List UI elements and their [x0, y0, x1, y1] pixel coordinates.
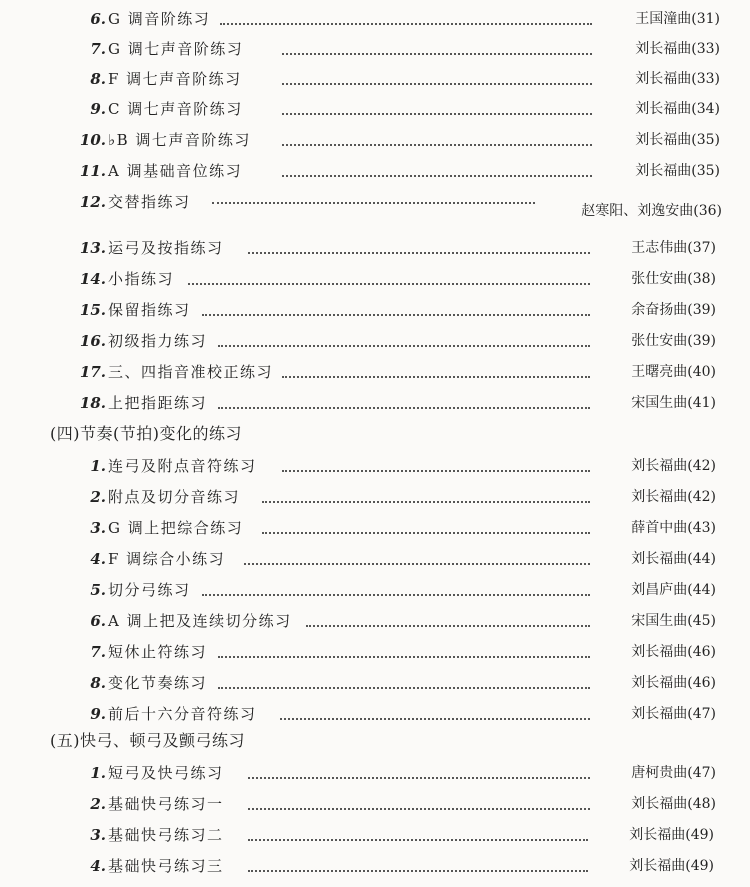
entry-composer: 刘长福曲(35) — [635, 163, 720, 179]
entry-title: C 调七声音阶练习 — [108, 100, 243, 118]
entry-number: 11. — [79, 162, 106, 180]
entry-number: 2. — [90, 488, 106, 506]
entry-number: 18. — [79, 394, 106, 412]
toc-entry — [0, 388, 750, 418]
entry-number: 16. — [79, 332, 106, 350]
dot-leader — [306, 625, 590, 627]
toc-entry — [0, 544, 750, 574]
entry-composer: 王国潼曲(31) — [635, 11, 720, 27]
entry-title: 初级指力练习 — [108, 332, 208, 350]
dot-leader — [282, 175, 592, 177]
toc-entry — [0, 64, 750, 94]
section-heading-row — [0, 419, 750, 449]
toc-entry — [0, 575, 750, 605]
entry-number: 3. — [90, 519, 106, 537]
entry-composer: 宋国生曲(45) — [631, 613, 716, 629]
toc-entry — [0, 125, 750, 155]
section-heading-row — [0, 726, 750, 756]
entry-composer: 刘长福曲(33) — [635, 41, 720, 57]
entry-title: 交替指练习 — [108, 193, 191, 211]
entry-number: 2. — [90, 795, 106, 813]
entry-title: 连弓及附点音符练习 — [108, 457, 257, 475]
entry-composer: 刘长福曲(46) — [631, 644, 716, 660]
dot-leader — [188, 283, 590, 285]
entry-composer: 宋国生曲(41) — [631, 395, 716, 411]
entry-number: 13. — [79, 239, 106, 257]
entry-composer: 王曙亮曲(40) — [631, 364, 716, 380]
entry-composer: 刘长福曲(46) — [631, 675, 716, 691]
dot-leader — [244, 563, 590, 565]
entry-composer: 刘长福曲(34) — [635, 101, 720, 117]
toc-entry — [0, 482, 750, 512]
toc-entry — [0, 233, 750, 263]
entry-composer: 刘长福曲(49) — [629, 827, 714, 843]
entry-title: A 调基础音位练习 — [108, 162, 243, 180]
entry-title: 短弓及快弓练习 — [108, 764, 224, 782]
entry-title: 运弓及按指练习 — [108, 239, 224, 257]
entry-composer: 王志伟曲(37) — [631, 240, 716, 256]
entry-title: G 调七声音阶练习 — [108, 40, 244, 58]
entry-number: 4. — [90, 550, 106, 568]
dot-leader — [282, 470, 590, 472]
entry-composer: 刘长福曲(42) — [631, 489, 716, 505]
toc-entry — [0, 326, 750, 356]
entry-title: 变化节奏练习 — [108, 674, 208, 692]
dot-leader — [248, 252, 590, 254]
dot-leader — [248, 808, 590, 810]
dot-leader — [282, 144, 592, 146]
dot-leader — [248, 839, 588, 841]
entry-number: 6. — [90, 10, 106, 28]
toc-entry — [0, 451, 750, 481]
dot-leader — [262, 532, 590, 534]
entry-number: 15. — [79, 301, 106, 319]
toc-entry — [0, 789, 750, 819]
dot-leader — [218, 407, 590, 409]
toc-entry — [0, 513, 750, 543]
entry-title: 三、四指音准校正练习 — [108, 363, 274, 381]
toc-entry — [0, 264, 750, 294]
entry-number: 6. — [90, 612, 106, 630]
entry-number: 3. — [90, 826, 106, 844]
toc-entry — [0, 606, 750, 636]
toc-entry — [0, 187, 750, 217]
toc-entry — [0, 295, 750, 325]
section-heading: (五)快弓、顿弓及颤弓练习 — [50, 731, 245, 750]
dot-leader — [282, 376, 590, 378]
entry-composer: 张仕安曲(38) — [631, 271, 716, 287]
entry-composer: 刘长福曲(35) — [635, 132, 720, 148]
toc-entry — [0, 758, 750, 788]
entry-number: 7. — [90, 643, 106, 661]
toc-entry — [0, 94, 750, 124]
entry-number: 17. — [79, 363, 106, 381]
entry-composer: 唐柯贵曲(47) — [631, 765, 716, 781]
dot-leader — [220, 23, 592, 25]
entry-title: 附点及切分音练习 — [108, 488, 241, 506]
entry-number: 8. — [90, 674, 106, 692]
dot-leader — [218, 687, 590, 689]
entry-title: 基础快弓练习二 — [108, 826, 224, 844]
entry-number: 12. — [79, 193, 106, 211]
dot-leader — [280, 718, 590, 720]
toc-entry — [0, 357, 750, 387]
entry-composer: 薛首中曲(43) — [631, 520, 716, 536]
entry-title: A 调上把及连续切分练习 — [108, 612, 292, 630]
entry-title: F 调综合小练习 — [108, 550, 226, 568]
entry-composer: 刘长福曲(42) — [631, 458, 716, 474]
section-heading: (四)节奏(节拍)变化的练习 — [50, 424, 242, 443]
dot-leader — [282, 83, 592, 85]
entry-composer: 刘长福曲(47) — [631, 706, 716, 722]
entry-number: 9. — [90, 705, 106, 723]
entry-number: 1. — [90, 764, 106, 782]
dot-leader — [218, 345, 590, 347]
dot-leader — [282, 53, 592, 55]
entry-title: 前后十六分音符练习 — [108, 705, 257, 723]
entry-composer: 张仕安曲(39) — [631, 333, 716, 349]
toc-entry — [0, 4, 750, 34]
dot-leader — [248, 870, 588, 872]
toc-entry — [0, 637, 750, 667]
dot-leader — [202, 314, 590, 316]
entry-number: 10. — [79, 131, 106, 149]
entry-title: G 调上把综合练习 — [108, 519, 244, 537]
toc-entry — [0, 156, 750, 186]
dot-leader — [212, 202, 535, 204]
dot-leader — [248, 777, 590, 779]
toc-entry — [0, 820, 750, 850]
toc-entry — [0, 34, 750, 64]
dot-leader — [282, 113, 592, 115]
dot-leader — [262, 501, 590, 503]
entry-number: 9. — [90, 100, 106, 118]
toc-entry — [0, 668, 750, 698]
entry-title: 短休止符练习 — [108, 643, 208, 661]
entry-number: 14. — [79, 270, 106, 288]
entry-title: 小指练习 — [108, 270, 175, 288]
entry-number: 8. — [90, 70, 106, 88]
entry-number: 7. — [90, 40, 106, 58]
entry-number: 5. — [90, 581, 106, 599]
toc-entry — [0, 851, 750, 881]
entry-title: ♭B 调七声音阶练习 — [108, 131, 251, 149]
dot-leader — [218, 656, 590, 658]
toc-entry — [0, 699, 750, 729]
entry-composer: 赵寒阳、刘逸安曲(36) — [581, 203, 722, 219]
entry-composer: 刘长福曲(44) — [631, 551, 716, 567]
dot-leader — [202, 594, 590, 596]
entry-title: F 调七声音阶练习 — [108, 70, 242, 88]
entry-composer: 刘长福曲(33) — [635, 71, 720, 87]
entry-composer: 余奋扬曲(39) — [631, 302, 716, 318]
entry-composer: 刘昌庐曲(44) — [631, 582, 716, 598]
entry-composer: 刘长福曲(49) — [629, 858, 714, 874]
entry-title: 基础快弓练习一 — [108, 795, 224, 813]
entry-title: 基础快弓练习三 — [108, 857, 224, 875]
entry-title: 上把指距练习 — [108, 394, 208, 412]
entry-title: G 调音阶练习 — [108, 10, 211, 28]
entry-number: 1. — [90, 457, 106, 475]
entry-title: 切分弓练习 — [108, 581, 191, 599]
entry-title: 保留指练习 — [108, 301, 191, 319]
entry-number: 4. — [90, 857, 106, 875]
entry-composer: 刘长福曲(48) — [631, 796, 716, 812]
